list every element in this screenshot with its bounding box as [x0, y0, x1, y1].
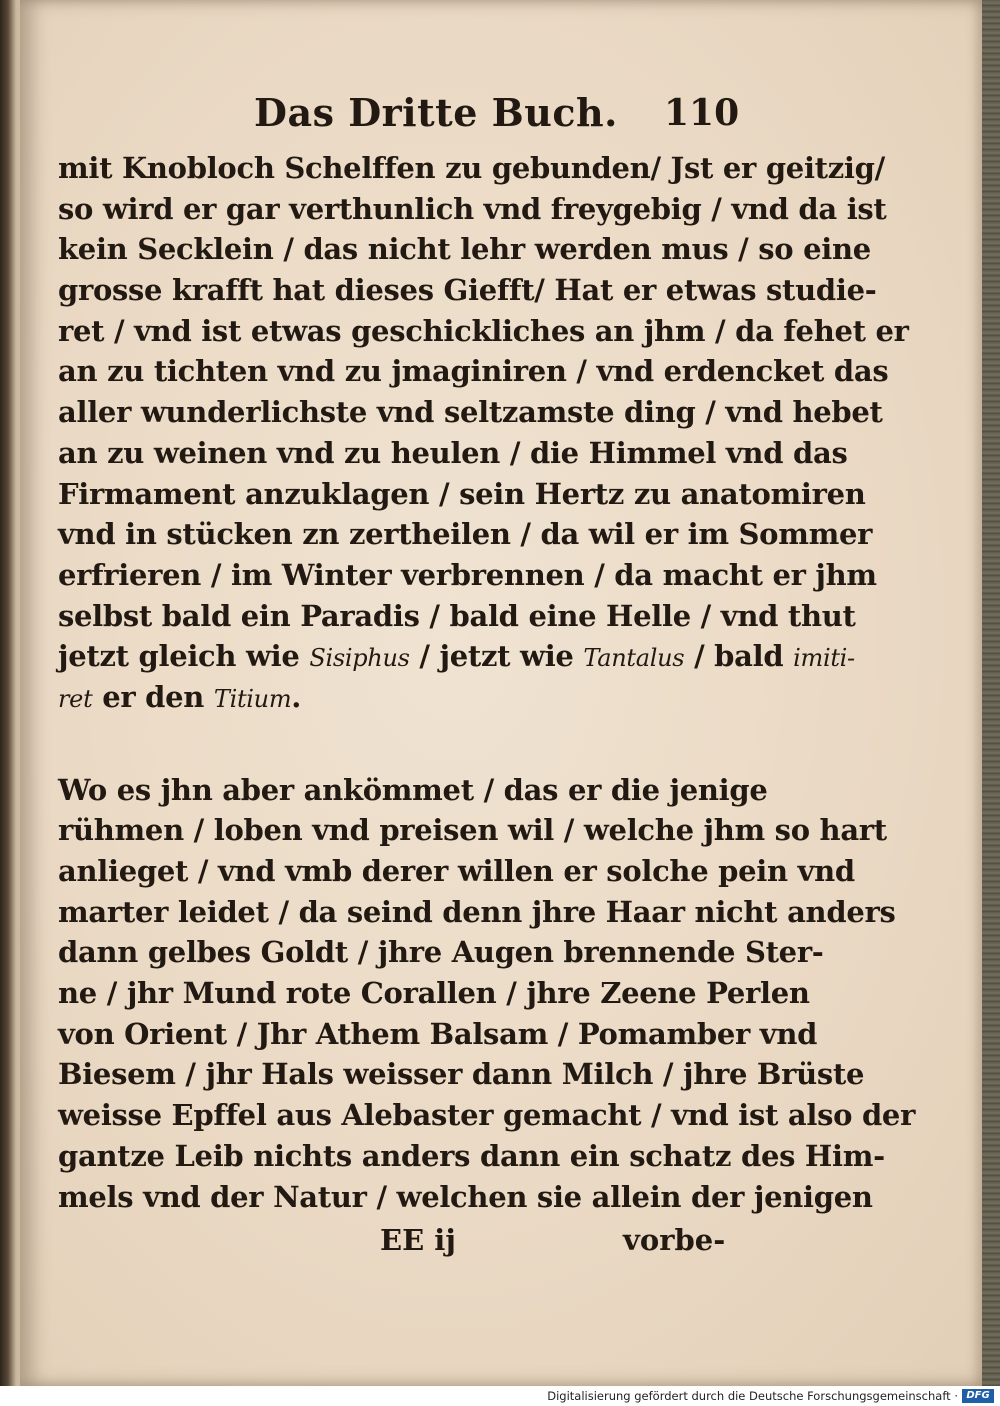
text-line: von Orient / Jhr Athem Balsam / Pomamber vnd [58, 1016, 818, 1051]
catchword: vorbe- [623, 1223, 726, 1258]
latin-name-titium: Titium [213, 684, 292, 713]
paragraph-1 [58, 148, 909, 718]
text-line: vnd in stücken zn zertheilen / da wil er im Sommer [58, 517, 873, 552]
paragraph-gap [58, 718, 768, 770]
text-line: aller wunderlichste vnd seltzamste ding / vnd hebet [58, 395, 883, 430]
text-line: dann gelbes Goldt / jhre Augen brennende Ster- [58, 935, 824, 970]
text-line: marter leidet / da seind denn jhre Haar nicht anders [58, 894, 896, 929]
latin-name-sisiphus: Sisiphus [309, 644, 410, 673]
text-span: . [291, 679, 302, 714]
signature-mark: EE ij [380, 1223, 456, 1258]
text-line: an zu tichten vnd zu jmaginiren / vnd erdencket das [58, 354, 889, 389]
text-line: mels vnd der Natur / welchen sie allein der jenigen [58, 1179, 873, 1214]
text-line: erfrieren / im Winter verbrennen / da macht er jhm [58, 557, 877, 592]
text-line [58, 636, 855, 677]
text-line [58, 677, 768, 718]
text-line: anlieget / vnd vmb derer willen er solche pein vnd [58, 854, 855, 888]
dfg-logo: DFG [962, 1389, 994, 1403]
running-title: Das Dritte Buch. [254, 90, 618, 135]
text-line: Wo es jhn aber ankömmet / das er die jenige [58, 772, 768, 807]
text-line: selbst bald ein Paradis / bald eine Helle / vnd thut [58, 598, 856, 633]
text-line: grosse krafft hat dieses Giefft/ Hat er etwas studie- [58, 273, 877, 308]
text-span: er den [92, 679, 214, 714]
page-number: 110 [664, 92, 740, 134]
text-line: gantze Leib nichts anders dann ein schatz des Him- [58, 1138, 885, 1173]
text-span: jetzt gleich wie [58, 639, 310, 674]
text-line: ne / jhr Mund rote Corallen / jhre Zeene Perlen [58, 976, 810, 1011]
page-text [58, 80, 916, 1261]
text-line: kein Secklein / das nicht lehr werden mus / so eine [58, 232, 871, 267]
text-line: Firmament anzuklagen / sein Hertz zu anatomiren [58, 476, 866, 511]
latin-word-imitiret-end: ret [58, 684, 93, 713]
text-line: weisse Epffel aus Alebaster gemacht / vnd ist also der [58, 1098, 916, 1133]
text-line: so wird er gar verthunlich vnd freygebig / vnd da ist [58, 191, 887, 226]
latin-word-imitiret: imiti- [793, 644, 855, 673]
text-line: ret / vnd ist etwas geschickliches an jhm / da fehet er [58, 313, 909, 348]
text-span: / bald [684, 639, 794, 674]
page-header [58, 80, 768, 148]
text-line: mit Knobloch Schelffen zu gebunden/ Jst er geitzig/ [58, 151, 885, 185]
paragraph-2 [58, 770, 916, 1218]
book-fore-edge [982, 0, 1000, 1386]
text-line: rühmen / loben vnd preisen wil / welche jhm so hart [58, 813, 887, 848]
text-line: an zu weinen vnd zu heulen / die Himmel vnd das [58, 435, 848, 470]
text-line: Biesem / jhr Hals weisser dann Milch / jhre Brüste [58, 1057, 865, 1092]
credit-bar [0, 1386, 1000, 1406]
text-span: / jetzt wie [409, 639, 584, 674]
page-footer [58, 1217, 768, 1261]
credit-text: Digitalisierung gefördert durch die Deutsche Forschungsgemeinschaft · [547, 1389, 958, 1403]
latin-name-tantalus: Tantalus [583, 644, 685, 673]
